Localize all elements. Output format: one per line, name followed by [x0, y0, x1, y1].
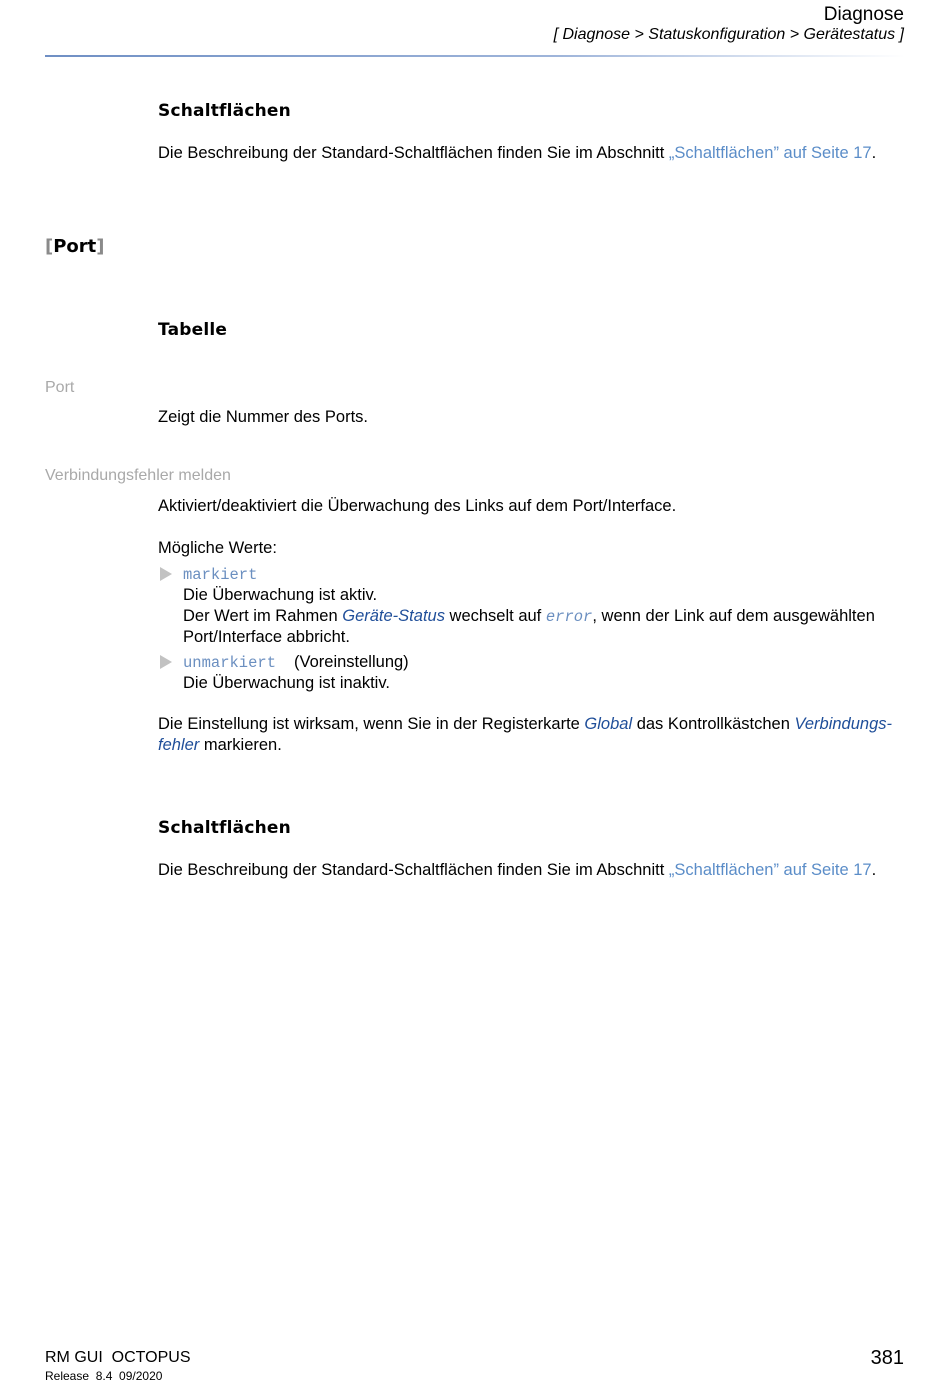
ui-reference-global: Global — [584, 715, 633, 733]
cross-reference-link[interactable]: „Schaltflächen” auf Seite 17 — [668, 144, 872, 162]
bullet-triangle-icon — [160, 655, 172, 669]
footer-release: Release 8.4 09/2020 — [45, 1369, 163, 1383]
ui-reference-verbindungsfehler: Verbindungs- — [794, 715, 893, 733]
bullet-triangle-icon — [160, 567, 172, 581]
option-text-continued: Port/Interface abbricht. — [183, 628, 350, 646]
section-text: Die Beschreibung der Standard-Schaltflächen finden Sie im Abschnitt — [158, 144, 669, 162]
value-error: error — [545, 608, 593, 626]
option-code: markiert — [183, 566, 258, 584]
ui-reference-verbindungsfehler-end: fehler — [158, 736, 200, 754]
footer-product: RM GUI OCTOPUS — [45, 1349, 191, 1366]
option-text: Die Überwachung ist aktiv. — [183, 586, 378, 604]
section-heading-schaltflaechen-2: Schaltflächen — [158, 818, 291, 838]
setting-note — [158, 714, 908, 735]
page-header-title: Diagnose — [823, 4, 904, 25]
section-paragraph — [158, 143, 876, 164]
ui-reference-geraete-status: Geräte-Status — [342, 607, 445, 625]
cross-reference-link[interactable]: „Schaltflächen” auf Seite 17 — [668, 861, 872, 879]
parameter-label-port: Port — [45, 379, 75, 396]
breadcrumb: [ Diagnose > Statuskonfiguration > Gerätestatus ] — [553, 26, 904, 43]
table-heading: Tabelle — [158, 320, 228, 340]
port-section-title — [45, 236, 105, 257]
section-paragraph-2 — [158, 860, 876, 881]
parameter-description-port: Zeigt die Nummer des Ports. — [158, 408, 368, 426]
text-fragment: das Kontrollkästchen — [632, 715, 795, 733]
parameter-label-verbindungsfehler: Verbindungsfehler melden — [45, 467, 231, 484]
default-marker: (Voreinstellung) — [294, 653, 409, 671]
header-divider — [45, 55, 905, 57]
bracket-close: ] — [96, 236, 105, 257]
option-text-detail — [183, 606, 875, 628]
setting-note-continued — [158, 735, 282, 756]
text-fragment: markieren. — [199, 736, 282, 754]
parameter-description-verbindungsfehler: Aktiviert/deaktiviert die Überwachung des Links auf dem Port/Interface. — [158, 497, 677, 515]
page-number: 381 — [870, 1347, 904, 1369]
option-value-markiert — [183, 564, 257, 586]
option-code: unmarkiert — [183, 654, 277, 672]
possible-values-label: Mögliche Werte: — [158, 539, 277, 557]
section-heading-schaltflaechen: Schaltflächen — [158, 101, 291, 121]
option-value-unmarkiert — [183, 652, 409, 674]
text-fragment: Die Einstellung ist wirksam, wenn Sie in der Registerkarte — [158, 715, 585, 733]
section-text: Die Beschreibung der Standard-Schaltflächen finden Sie im Abschnitt — [158, 861, 669, 879]
port-title-text: Port — [53, 236, 97, 257]
text-fragment: Der Wert im Rahmen — [183, 607, 343, 625]
option-text: Die Überwachung ist inaktiv. — [183, 674, 390, 692]
punctuation: . — [871, 144, 877, 162]
punctuation: . — [871, 861, 877, 879]
text-fragment: wechselt auf — [444, 607, 546, 625]
bracket-open: [ — [45, 236, 54, 257]
text-fragment: , wenn der Link auf dem ausgewählten — [592, 607, 875, 625]
